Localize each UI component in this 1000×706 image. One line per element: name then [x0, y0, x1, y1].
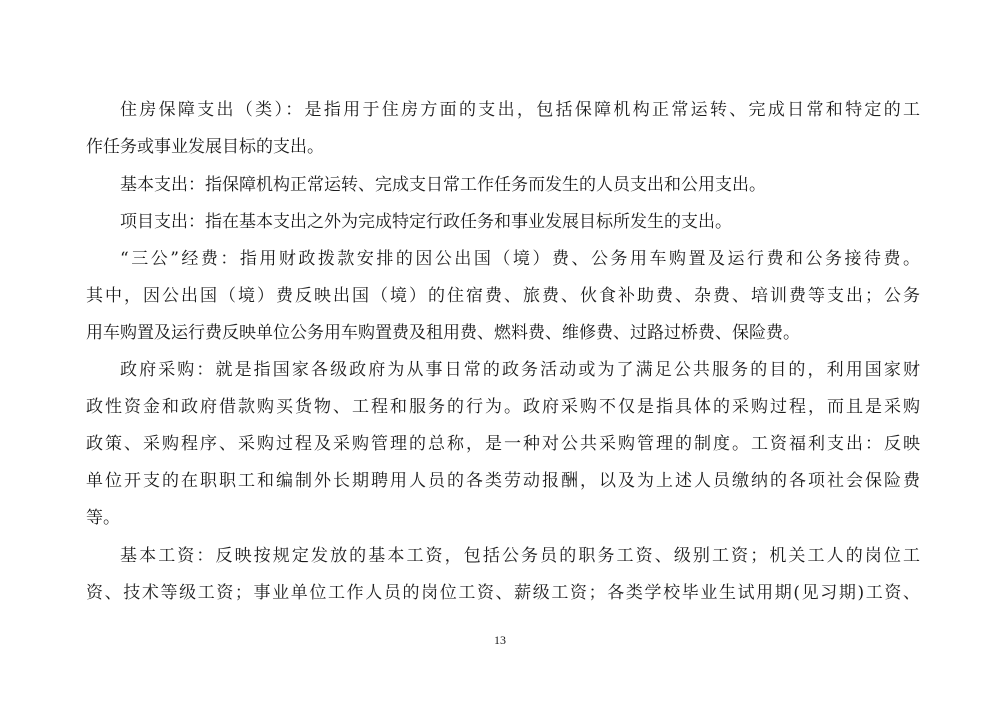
paragraph-housing-line-1: 住房保障支出（类）：是指用于住房方面的支出，包括保障机构正常运转、完成日常和特定的工	[120, 100, 920, 120]
paragraph-procurement-line-1: 政府采购：就是指国家各级政府为从事日常的政务活动或为了满足公共服务的目的，利用国家财	[120, 360, 920, 380]
paragraph-basic-expenditure: 基本支出：指保障机构正常运转、完成支日常工作任务而发生的人员支出和公用支出。	[120, 175, 766, 195]
paragraph-procurement-line-5: 等。	[86, 508, 120, 528]
paragraph-three-public-line-1: “三公”经费：指用财政拨款安排的因公出国（境）费、公务用车购置及运行费和公务接待费。	[120, 249, 920, 269]
paragraph-three-public-line-3: 用车购置及运行费反映单位公务用车购置费及租用费、燃料费、维修费、过路过桥费、保险费。	[86, 323, 800, 343]
paragraph-basic-salary-line-2: 资、技术等级工资；事业单位工作人员的岗位工资、薪级工资；各类学校毕业生试用期(见习期)工资、	[86, 583, 920, 603]
paragraph-procurement-line-3: 政策、采购程序、采购过程及采购管理的总称，是一种对公共采购管理的制度。工资福利支出：反映	[86, 434, 920, 454]
paragraph-housing-line-2: 作任务或事业发展目标的支出。	[86, 137, 324, 157]
paragraph-basic-salary-line-1: 基本工资：反映按规定发放的基本工资，包括公务员的职务工资、级别工资；机关工人的岗位工	[120, 546, 920, 566]
paragraph-procurement-line-4: 单位开支的在职职工和编制外长期聘用人员的各类劳动报酬，以及为上述人员缴纳的各项社会保险费	[86, 471, 920, 491]
page-number: 13	[494, 633, 506, 647]
paragraph-procurement-line-2: 政性资金和政府借款购买货物、工程和服务的行为。政府采购不仅是指具体的采购过程，而且是采购	[86, 397, 920, 417]
paragraph-project-expenditure: 项目支出：指在基本支出之外为完成特定行政任务和事业发展目标所发生的支出。	[120, 212, 732, 232]
paragraph-three-public-line-2: 其中，因公出国（境）费反映出国（境）的住宿费、旅费、伙食补助费、杂费、培训费等支出；公务	[86, 286, 920, 306]
